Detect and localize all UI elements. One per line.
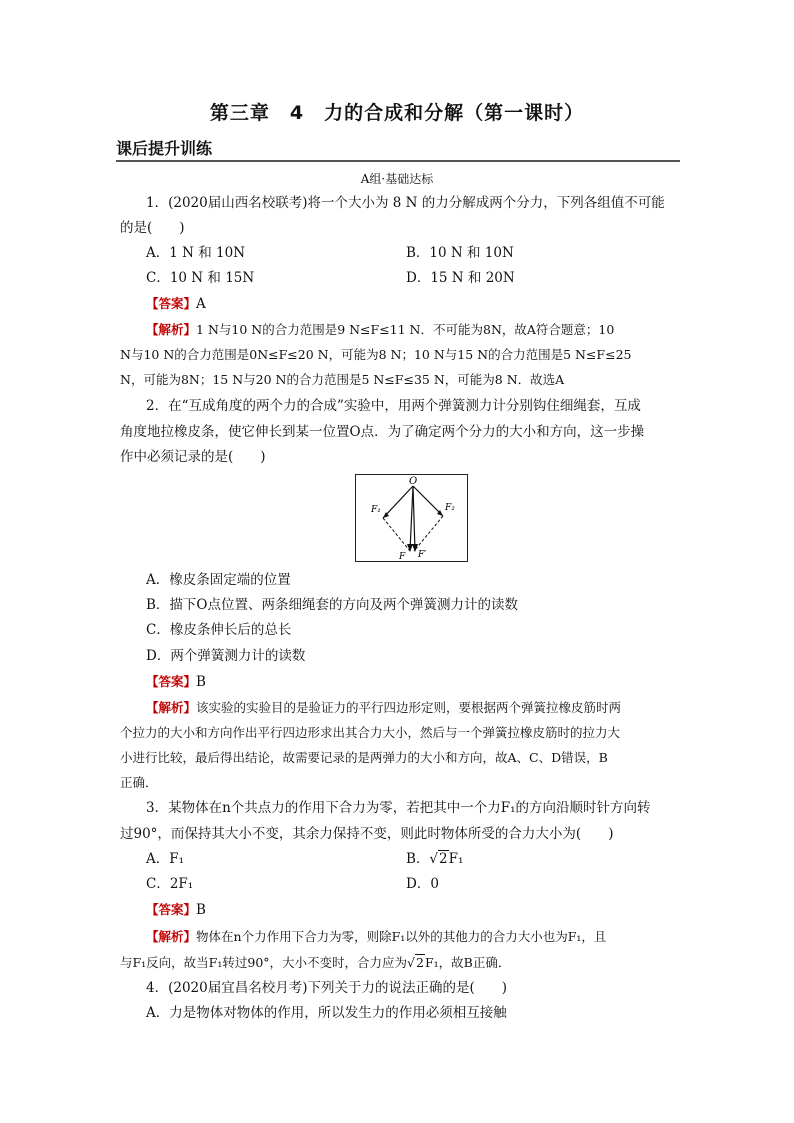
q1-answer-value: A — [196, 296, 206, 312]
q1-analysis-line2: N与10 N的合力范围是0N≤F≤20 N，可能为8 N；10 N与15 N的合力范围是5 N≤F≤25 — [120, 347, 632, 362]
q2-stem-line2: 角度地拉橡皮条，使它伸长到某一位置O点．为了确定两个分力的大小和方向，这一步操 — [120, 424, 645, 440]
answer-tag: 【答案】 — [146, 674, 197, 689]
q4-option-a: A．力是物体对物体的作用，所以发生力的作用必须相互接触 — [146, 1005, 507, 1021]
sqrt-symbol: √2 — [407, 955, 424, 970]
force-parallelogram-figure — [355, 474, 468, 562]
q3-option-b — [406, 853, 463, 867]
label-f2: F₂ — [445, 503, 455, 513]
sqrt-radicand: 2 — [416, 955, 424, 970]
q2-answer — [146, 676, 206, 690]
q1-answer — [146, 298, 206, 312]
resultant-fprime-arrow — [413, 486, 415, 551]
q3-option-b-prefix: B． — [406, 851, 430, 867]
q3-answer — [146, 904, 206, 918]
chapter-title: 第三章 4 力的合成和分解（第一课时） — [209, 102, 585, 124]
q3-option-d: D．0 — [406, 876, 439, 892]
force-f2-arrow — [413, 486, 443, 516]
analysis-tag: 【解析】 — [146, 700, 197, 715]
q3-option-c: C．2F₁ — [146, 876, 194, 892]
q2-option-b: B．描下O点位置、两条细绳套的方向及两个弹簧测力计的读数 — [146, 597, 518, 613]
q2-analysis-line1 — [146, 702, 621, 715]
q2-analysis-line3: 小进行比较，最后得出结论，故需要记录的是两弹力的大小和方向，故A、C、D错误，B — [120, 750, 608, 765]
q1-option-c: C．10 N 和 15N — [146, 270, 255, 286]
q3-option-a: A．F₁ — [146, 851, 185, 867]
section-heading: 课后提升训练 — [116, 139, 213, 158]
q4-stem-line1: 4．(2020届宜昌名校月考)下列关于力的说法正确的是( ) — [146, 980, 508, 996]
q2-stem-line3: 作中必须记录的是( ) — [120, 449, 266, 465]
analysis-tag: 【解析】 — [146, 322, 197, 337]
q1-analysis-text1: 1 N与10 N的合力范围是9 N≤F≤11 N．不可能为8N，故A符合题意；10 — [196, 322, 615, 337]
parallelogram-side-left — [383, 518, 410, 551]
q1-option-a: A．1 N 和 10N — [146, 245, 246, 261]
group-label: A组·基础达标 — [360, 172, 434, 186]
sqrt-radicand: 2 — [439, 851, 448, 867]
q2-analysis-line4: 正确． — [120, 775, 158, 790]
answer-tag: 【答案】 — [146, 902, 197, 917]
q1-stem-line1: 1．(2020届山西名校联考)将一个大小为 8 N 的力分解成两个分力，下列各组值不可能 — [146, 195, 665, 211]
q1-analysis-line3: N，可能为8N；15 N与20 N的合力范围是5 N≤F≤35 N，可能为8 N．故选A — [120, 372, 565, 387]
q1-option-b: B．10 N 和 10N — [406, 245, 514, 261]
q1-analysis-line1 — [146, 324, 614, 337]
section-divider — [116, 160, 680, 162]
parallelogram-diagram — [355, 474, 468, 562]
q3-analysis-text1: 物体在n个力作用下合力为零，则除F₁以外的其他力的合力大小也为F₁，且 — [196, 929, 607, 944]
answer-tag: 【答案】 — [146, 296, 197, 311]
parallelogram-side-right — [414, 516, 443, 551]
q1-option-d: D．15 N 和 20N — [406, 270, 515, 286]
q2-stem-line1: 2．在“互成角度的两个力的合成”实验中，用两个弹簧测力计分别钩住细绳套，互成 — [146, 398, 641, 414]
analysis-tag: 【解析】 — [146, 929, 197, 944]
force-f1-arrow — [383, 486, 413, 518]
sqrt-symbol: √2 — [429, 851, 448, 867]
q3-stem-line1: 3．某物体在n个共点力的作用下合力为零，若把其中一个力F₁的方向沿顺时针方向转 — [146, 800, 651, 816]
q3-analysis-line2 — [120, 957, 510, 970]
resultant-f-arrow — [410, 486, 413, 551]
label-fprime: F′ — [418, 550, 427, 560]
q2-analysis-line2: 个拉力的大小和方向作出平行四边形求出其合力大小，然后与一个弹簧拉橡皮筋时的拉力大 — [120, 725, 621, 740]
q3-answer-value: B — [196, 902, 206, 918]
q2-option-d: D．两个弹簧测力计的读数 — [146, 648, 306, 664]
q3-analysis-text2-suffix: F₁，故B正确． — [424, 955, 511, 970]
label-f1: F₁ — [371, 505, 381, 515]
q3-analysis-line1 — [146, 931, 606, 944]
label-o: O — [409, 476, 418, 487]
q2-option-c: C．橡皮条伸长后的总长 — [146, 622, 292, 638]
q3-analysis-text2-prefix: 与F₁反向，故当F₁转过90°，大小不变时，合力应为 — [120, 955, 408, 970]
f-arrowhead — [407, 544, 413, 552]
label-f: F — [399, 552, 406, 562]
q2-analysis-text1: 该实验的实验目的是验证力的平行四边形定则，要根据两个弹簧拉橡皮筋时两 — [196, 700, 622, 715]
q2-option-a: A．橡皮条固定端的位置 — [146, 572, 291, 588]
q2-answer-value: B — [196, 674, 206, 690]
q3-stem-line2: 过90°，而保持其大小不变，其余力保持不变，则此时物体所受的合力大小为( ) — [120, 826, 614, 842]
q1-stem-line2: 的是( ) — [120, 220, 185, 236]
q3-option-b-suffix: F₁ — [448, 851, 464, 867]
